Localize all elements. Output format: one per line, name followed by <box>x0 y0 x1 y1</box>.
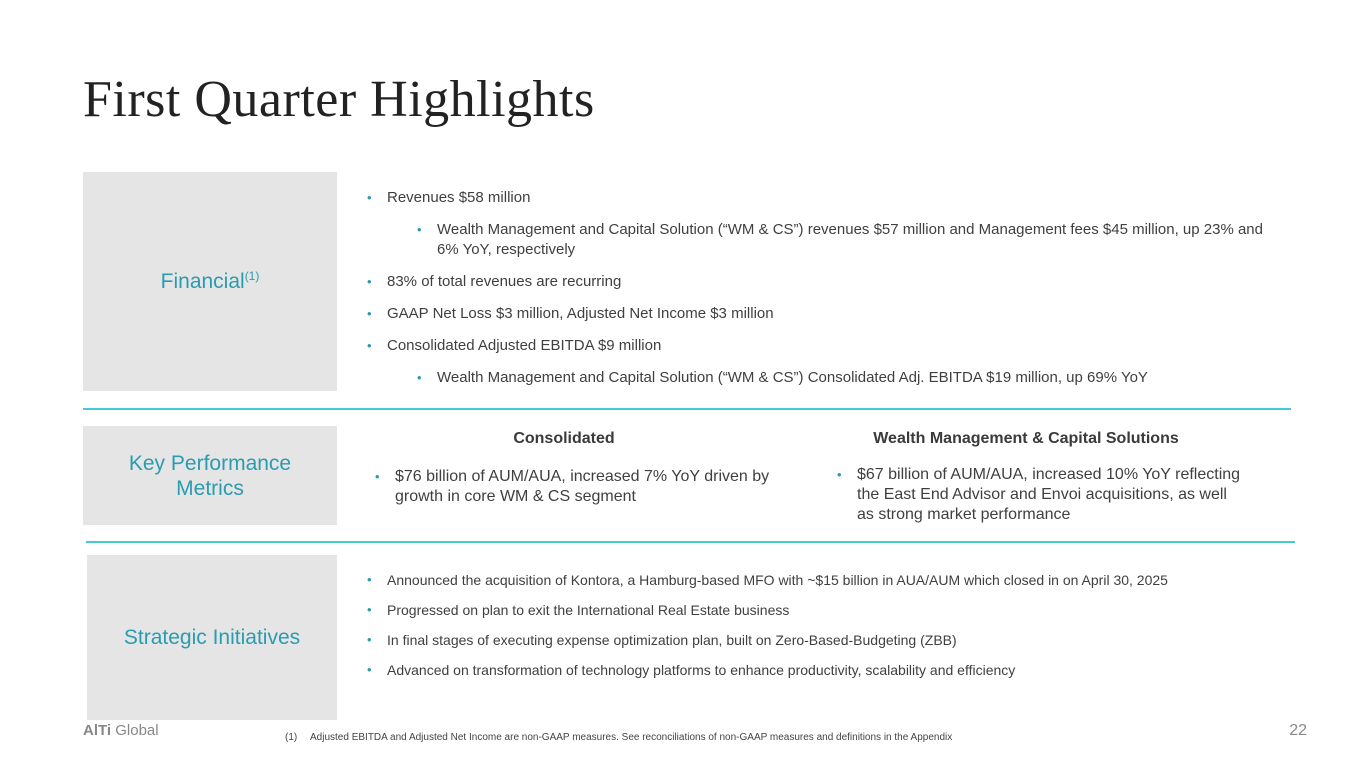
list-item: • Consolidated Adjusted EBITDA $9 million <box>367 336 1287 356</box>
footnote: (1) Adjusted EBITDA and Adjusted Net Income are non-GAAP measures. See reconciliations of non-GAAP measures and definitions in the Appendix <box>285 732 953 743</box>
wm-heading: Wealth Management & Capital Solutions <box>873 430 1179 447</box>
list-item: • In final stages of executing expense optimization plan, built on Zero-Based-Budgeting (ZBB) <box>367 631 1207 649</box>
list-item: • GAAP Net Loss $3 million, Adjusted Net Income $3 million <box>367 304 1287 324</box>
wm-text: • $67 billion of AUM/AUA, increased 10% YoY reflecting the East End Advisor and Envoi acquisitions, as well as strong market performance <box>837 466 1241 523</box>
strategic-label: Strategic Initiatives <box>123 626 301 649</box>
kpi-label: Key Performance Metrics <box>128 451 292 500</box>
strategic-label-box <box>87 555 337 720</box>
list-item: • Progressed on plan to exit the International Real Estate business <box>367 601 1207 619</box>
consolidated-heading: Consolidated <box>513 430 615 447</box>
list-item: • Wealth Management and Capital Solution (“WM & CS”) revenues $57 million and Management fees $45 million, up 23% and 6% YoY, respectively <box>367 220 1287 260</box>
list-item: • Announced the acquisition of Kontora, a Hamburg-based MFO with ~$15 billion in AUA/AUM which closed in on April 30, 2025 <box>367 571 1207 589</box>
page-number: 22 <box>1289 722 1307 739</box>
bullet-dot: • <box>375 469 380 484</box>
consolidated-text: • $76 billion of AUM/AUA, increased 7% YoY driven by growth in core WM & CS segment <box>375 468 770 505</box>
financial-bullets <box>367 188 1287 388</box>
page-title: First Quarter Highlights <box>83 71 595 128</box>
list-item: • Revenues $58 million <box>367 188 1287 208</box>
section-divider <box>83 408 1291 410</box>
section-divider <box>86 541 1295 543</box>
financial-label-box <box>83 172 337 391</box>
financial-label: Financial$^{(1)}$ <box>160 269 260 293</box>
list-item: • 83% of total revenues are recurring <box>367 272 1287 292</box>
company-logo: AlTi Global <box>83 722 159 739</box>
kpi-label-box <box>83 426 337 525</box>
list-item: • Wealth Management and Capital Solution (“WM & CS”) Consolidated Adj. EBITDA $19 million, up 69% YoY <box>367 368 1287 388</box>
strategic-bullets <box>367 571 1207 679</box>
list-item: • Advanced on transformation of technology platforms to enhance productivity, scalability and efficiency <box>367 661 1207 679</box>
bullet-dot: • <box>837 467 842 482</box>
footnote-marker: (1) <box>244 269 260 283</box>
